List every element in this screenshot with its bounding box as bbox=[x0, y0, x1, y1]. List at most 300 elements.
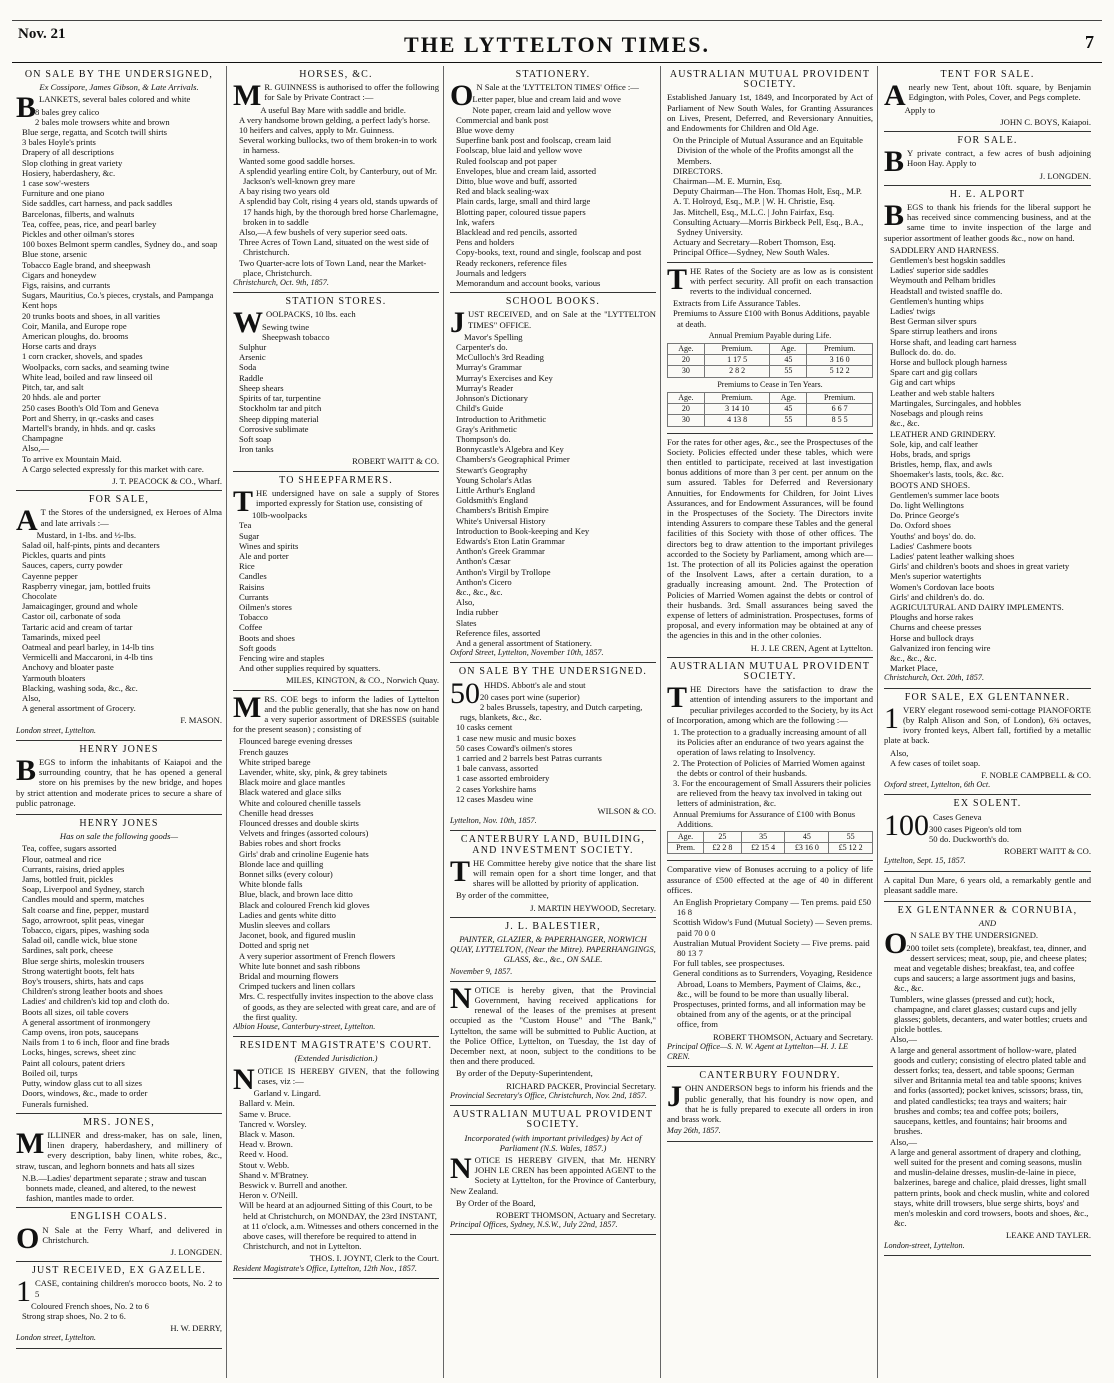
ad-item: Introduction to Arithmetic bbox=[456, 413, 547, 424]
ad-item: Australian Mutual Provident Society — Five prems. paid 80 13 7 bbox=[673, 937, 870, 959]
ad-subheading: (Extended Jurisdiction.) bbox=[294, 1053, 378, 1064]
ad-item: Shoemaker's lasts, tools, &c. &c. bbox=[890, 469, 1004, 480]
ad-item: Candles bbox=[239, 571, 267, 582]
ad-item: Several working bullocks, two of them broken-in to work in harness. bbox=[239, 135, 437, 156]
ad-item: Salad oil, half-pints, pints and decanters bbox=[22, 539, 160, 550]
ad-heading: EX GLENTANNER & CORNUBIA, bbox=[897, 905, 1078, 917]
ad-item: Coloured French shoes, No. 2 to 6 bbox=[31, 1300, 149, 1311]
ad-item: Horse carts and drays bbox=[22, 341, 97, 352]
ad-item: Strong watertight boots, felt hats bbox=[22, 965, 135, 976]
ad-item: 1 corn cracker, shovels, and spades bbox=[22, 351, 143, 362]
ad-item: Also,—A few bushels of very superior seed oats. bbox=[239, 227, 408, 238]
ad-body bbox=[884, 927, 1091, 961]
ad-item: Stout v. Webb. bbox=[239, 1159, 290, 1170]
ad-body bbox=[667, 437, 873, 641]
ad-item: By order of the Deputy-Superintendent, bbox=[456, 1068, 593, 1079]
ad-item: 2 cases Yorkshire hams bbox=[456, 783, 537, 794]
ad-item: Scottish Widow's Fund (Mutual Society) — Seven prems. paid 70 0 0 bbox=[673, 917, 873, 938]
ad-item: Girls' drab and crinoline Eugenie hats bbox=[239, 848, 369, 859]
ad-item: Muslin sleeves and collars bbox=[239, 920, 330, 931]
page-number: 7 bbox=[1085, 32, 1094, 52]
advertisement bbox=[884, 186, 1091, 689]
ad-item-list bbox=[450, 692, 656, 804]
ad-item: Blue, black, and brown lace ditto bbox=[239, 889, 353, 900]
table-cell: 55 bbox=[770, 366, 807, 377]
ad-item: Funerals furnished. bbox=[22, 1098, 89, 1109]
ad-item-list bbox=[667, 897, 873, 1030]
ad-item: Slop clothing in great variety bbox=[22, 157, 123, 168]
drop-capital: M bbox=[233, 690, 262, 724]
ad-item: Jams, bottled fruit, pickles bbox=[22, 874, 113, 885]
ad-item: White lute bonnet and sash ribbons bbox=[239, 960, 361, 971]
ad-item: Plain cards, large, small and third large bbox=[456, 196, 591, 207]
table-header-cell: Age. bbox=[668, 392, 705, 403]
ad-item-list bbox=[884, 748, 1091, 768]
advertisement bbox=[667, 263, 873, 434]
drop-number: 50 bbox=[450, 676, 480, 710]
ad-heading: FOR SALE. bbox=[957, 135, 1018, 147]
drop-capital: M bbox=[233, 79, 262, 113]
ad-item: Stockholm tar and pitch bbox=[239, 403, 322, 414]
ad-item: Boiled oil, turps bbox=[22, 1067, 78, 1078]
ad-item: Chenille head dresses bbox=[239, 807, 314, 818]
advertisement bbox=[233, 691, 439, 1038]
ad-item: Ditto, blue wove and buff, assorted bbox=[456, 176, 577, 187]
ad-item-list bbox=[233, 1088, 439, 1251]
ad-item-list bbox=[16, 843, 222, 1108]
ad-item: Bristles, hemp, flax, and awls bbox=[890, 459, 992, 470]
table-cell: 30 bbox=[668, 415, 705, 426]
ad-item-list bbox=[450, 1198, 656, 1208]
ad-place-date: Christchurch, Oct. 20th, 1857. bbox=[884, 673, 984, 683]
drop-capital: T bbox=[667, 262, 688, 296]
ad-item: White lead, boiled and raw linseed oil bbox=[22, 371, 153, 382]
ad-item: 1 carried and 2 barrels best Patras currants bbox=[456, 753, 602, 763]
drop-capital: B bbox=[16, 754, 37, 787]
advertisement bbox=[884, 132, 1091, 186]
ad-body bbox=[667, 864, 873, 895]
ad-item: Three Acres of Town Land, situated on the west side of Christchurch. bbox=[239, 237, 429, 258]
ad-item-list bbox=[884, 245, 1091, 674]
ad-place-date: Provincial Secretary's Office, Christchurch, Nov. 2nd, 1857. bbox=[450, 1090, 647, 1100]
ad-subheading: Incorporated (with important priviledges) by Act of Parliament (N.S. Wales, 1857.) bbox=[464, 1132, 642, 1153]
ad-item: Deputy Chairman—The Hon. Thomas Holt, Esq., M.P. bbox=[673, 186, 862, 197]
ad-item: 1 case assorted embroidery bbox=[456, 773, 550, 784]
ad-item: Wines and spirits bbox=[239, 540, 299, 551]
table-cell: 30 bbox=[668, 366, 705, 377]
ad-signature: F. MASON. bbox=[180, 715, 222, 726]
ad-item-list bbox=[16, 107, 222, 474]
ad-item: Superfine bank post and foolscap, cream laid bbox=[456, 135, 611, 146]
drop-capital: T bbox=[667, 681, 688, 715]
ad-body bbox=[16, 1126, 222, 1171]
ad-item: Port and Sherry, in qr.-casks and cases bbox=[22, 412, 154, 423]
advertisement bbox=[233, 66, 439, 293]
table-header-cell: Age. bbox=[668, 832, 704, 843]
ad-item: 20 trunks boots and shoes, in all varities bbox=[22, 310, 160, 321]
ad-item: Jaconet, book, and figured muslin bbox=[239, 930, 356, 941]
ad-item: McCulloch's 3rd Reading bbox=[456, 352, 544, 363]
newspaper-title: THE LYTTELTON TIMES. bbox=[404, 32, 710, 57]
ad-heading: STATIONERY. bbox=[515, 69, 591, 80]
ad-body bbox=[667, 1080, 873, 1125]
ad-item: Also, bbox=[22, 692, 41, 703]
ad-item: Foolscap, blue laid and yellow wove bbox=[456, 145, 583, 156]
ad-item: Cayenne pepper bbox=[22, 570, 78, 581]
ad-item: Nails from 1 to 6 inch, floor and fine brads bbox=[22, 1037, 170, 1048]
ad-item: Sardines, salt pork, cheese bbox=[22, 945, 113, 956]
ad-item: Anchovy and bloater paste bbox=[22, 662, 114, 673]
ad-item: Market Place, bbox=[890, 663, 938, 674]
ad-item: Gentlemen's summer lace boots bbox=[890, 489, 1000, 500]
ad-item: Pitch, tar, and salt bbox=[22, 382, 84, 393]
ad-item: Champagne bbox=[22, 433, 64, 444]
advertisement bbox=[884, 795, 1091, 871]
ad-item-list bbox=[16, 530, 222, 714]
ad-item: Babies robes and short frocks bbox=[239, 838, 341, 849]
ad-item: Blue stone, arsenic bbox=[22, 249, 88, 260]
ad-signature: F. NOBLE CAMPBELL & CO. bbox=[981, 770, 1091, 780]
ad-item: Also,— bbox=[22, 443, 49, 454]
ad-item-list bbox=[233, 736, 439, 1022]
column-5 bbox=[884, 66, 1095, 1378]
ad-item: Ploughs and horse rakes bbox=[890, 612, 974, 623]
ad-item: Boots and shoes bbox=[239, 632, 295, 643]
ad-body-text: OHN ANDERSON begs to inform his friends and the public generally, that his foundry is now open, and that he is fully prepared to execute all orders in iron and brass work. bbox=[667, 1083, 873, 1125]
ad-item: 10 casks cement bbox=[456, 722, 513, 733]
ad-item: SADDLERY AND HARNESS. bbox=[890, 244, 999, 255]
ad-body-text: Established January 1st, 1849, and Incorporated by Act of Parliament of New South Wales, for Granting Assurances on Lives, Present, Deferred, and Reversionary Annuities, and Endowments for Children and Old Age. bbox=[667, 92, 873, 134]
ad-signature: WILSON & CO. bbox=[597, 806, 656, 817]
ad-item: Boy's trousers, shirts, hats and caps bbox=[22, 976, 144, 987]
table-cell: £5 12 2 bbox=[829, 843, 873, 854]
ad-item-list bbox=[667, 727, 873, 829]
ad-item: Introduction to Book-keeping and Key bbox=[456, 525, 590, 536]
ad-item: Do. light Wellingtons bbox=[890, 499, 964, 510]
ad-body bbox=[667, 681, 873, 725]
ad-item: Strong strap shoes, No. 2 to 6. bbox=[22, 1310, 126, 1321]
ad-body bbox=[16, 754, 222, 808]
ad-item: General conditions as to Surrenders, Voyaging, Residence Abroad, Loans to Members, Payment of Claims, &c., &c., will be found to be more than usually liberal. bbox=[673, 968, 873, 999]
ad-item: 2. The Protection of Policies of Married Women against the debts or control of their husbands. bbox=[673, 757, 866, 778]
ad-item: 2 bales mole trowsers white and brown bbox=[35, 116, 170, 127]
ad-place-date: May 26th, 1857. bbox=[667, 1126, 721, 1136]
ad-body-text: ILLINER and dress-maker, has on sale, linen, linen drapery, haberdashery, and millinery of every description, baby linen, white robes, &c., straw, tuscan, and leghorn bonnets and hats all sizes bbox=[16, 1129, 222, 1171]
ad-item: Gray's Arithmetic bbox=[456, 423, 517, 434]
ad-item: BOOTS AND SHOES. bbox=[890, 479, 970, 490]
ad-signature: J. MARTIN HEYWOOD, Secretary. bbox=[530, 902, 656, 913]
ad-item-list bbox=[450, 332, 656, 648]
ad-signature: ROBERT THOMSON, Actuary and Secretary. bbox=[713, 1031, 873, 1042]
ad-body-text: For the rates for other ages, &c., see the Prospectuses of the Society. Policies effected under these tables, which were then entitled to participate, received at last investigation bonus additions of more than 3 per cent. per annum on the sum assured. Tables for Deferred and Reversionary Annuities, for Endowments for Children, for Joint Lives Assurances, and for Endowment Assurances, will be found in the Prospectuses of the Society. The Directors invite intending Assurers to compare these Tables and the general facilities of this Society with those of other offices. The directors beg to draw attention to the important privileges accorded to the Society by Parliament, among which are—1st. The protection of all its Policies against the operation of the Insolvent Laws, after a certain duration, to a gradually increasing amount. 2nd. The Protection of Policies of Married Women against the debts or control of their husbands. 3rd. Small assurances being saved the expense of letters of administration. Prospectuses, forms of proposal, and every information may be obtained at any of the agencies in this and in the other colonies. bbox=[667, 436, 873, 641]
ad-item: Spirits of tar, turpentine bbox=[239, 393, 321, 404]
ad-item: Shand v. M'Bratney. bbox=[239, 1169, 309, 1180]
ad-item: Blue serge, regatta, and Scotch twill shirts bbox=[22, 127, 167, 138]
ad-item: A large and general assortment of drapery and clothing, well suited for the present and coming seasons, muslin and muslin-delaine dresses, muslin-de-laine in piece, balzerines, barege and chalice, plaid dresses, light small pattern prints, book and check muslin, white and colored stays, white drill trowsers, blue serge shirts, boys' and men's moleskin and cord trowsers, boots and shoes, &c., &c. bbox=[890, 1146, 1090, 1229]
ad-item: Figs, raisins, and currants bbox=[22, 280, 111, 291]
ad-place-date: Principal Office—S. N. W. Agent at Lyttelton—H. J. LE CREN. bbox=[667, 1041, 849, 1062]
ad-item: White and coloured chenille tassels bbox=[239, 797, 361, 808]
advertisement bbox=[667, 658, 873, 862]
ad-item: Note paper, cream laid and yellow wove bbox=[472, 104, 612, 115]
table-row bbox=[668, 415, 873, 426]
ad-item: Edwards's Eton Latin Grammar bbox=[456, 535, 565, 546]
drop-capital: B bbox=[884, 199, 905, 233]
ad-body-text: HE undersigned have on sale a supply of Stores imported expressly for Station use, consisting of bbox=[256, 487, 439, 508]
table-cell: 4 13 8 bbox=[704, 415, 770, 426]
ad-item: For full tables, see prospectuses. bbox=[673, 958, 785, 969]
table-cell: 45 bbox=[770, 355, 807, 366]
ad-item: Martell's brandy, in hhds. and qr. casks bbox=[22, 422, 156, 433]
ad-heading: HENRY JONES bbox=[79, 818, 159, 830]
ad-subheading: Has on sale the following goods— bbox=[59, 831, 179, 842]
ad-item: Black watered and glace silks bbox=[239, 787, 342, 798]
ad-heading: TO SHEEPFARMERS. bbox=[279, 474, 393, 486]
ad-item: Best German silver spurs bbox=[890, 316, 977, 327]
ad-item: Putty, window glass cut to all sizes bbox=[22, 1078, 142, 1089]
ad-item: Sheepwash tobacco bbox=[262, 331, 330, 342]
table-header-cell: 55 bbox=[829, 832, 873, 843]
table-cell: 45 bbox=[770, 404, 807, 415]
ad-item: Sewing twine bbox=[262, 321, 310, 332]
ad-item: Journals and ledgers bbox=[456, 267, 527, 278]
ad-body-text: Cases Geneva bbox=[933, 811, 982, 822]
ad-body bbox=[884, 701, 1091, 746]
ad-item: Horse and bullock plough harness bbox=[890, 357, 1007, 368]
ad-item: 20 cases port wine (superior) bbox=[480, 691, 580, 702]
ad-item: Ladies' patent leather walking shoes bbox=[890, 550, 1015, 561]
ad-body-text: OOLPACKS, 10 lbs. each bbox=[266, 309, 356, 320]
advertisement bbox=[233, 293, 439, 471]
ad-signature: J. LONGDEN. bbox=[170, 1246, 222, 1257]
ad-item: Soda bbox=[239, 362, 257, 373]
ad-item: Garland v. Lingard. bbox=[253, 1088, 321, 1099]
ad-item: Tobacco Eagle brand, and sheepwash bbox=[22, 259, 151, 270]
table-caption: Premiums to Cease in Ten Years. bbox=[717, 379, 823, 389]
table-cell: 20 bbox=[668, 404, 705, 415]
ad-signature: ROBERT THOMSON, Actuary and Secretary. bbox=[496, 1209, 656, 1220]
ad-body-text: EGS to inform the inhabitants of Kaiapoi and the surrounding country, that he has opened a general store on his premises by the new bridge, and hopes by strict attention and moderate prices to secure a share of public patronage. bbox=[16, 757, 222, 808]
ad-item: Same v. Bruce. bbox=[239, 1108, 291, 1119]
ad-place-date: November 9, 1857. bbox=[450, 966, 513, 976]
ad-item: A general assortment of ironmongery bbox=[22, 1016, 151, 1027]
ad-item: Murray's Grammar bbox=[456, 362, 522, 373]
drop-capital: T bbox=[450, 854, 471, 888]
ad-item: Apply to bbox=[904, 104, 935, 115]
ad-item: Side saddles, cart harness, and pack saddles bbox=[22, 198, 173, 209]
ad-item: White blonde falls bbox=[239, 879, 303, 890]
ad-item: Anthon's Cæsar bbox=[456, 556, 511, 567]
ad-body bbox=[884, 199, 1091, 243]
premium-table-block bbox=[667, 331, 873, 378]
column-2 bbox=[233, 66, 444, 1378]
ad-item: Principal Office—Sydney, New South Wales. bbox=[673, 247, 830, 258]
ad-item: Mustard, in 1-lbs. and ½-lbs. bbox=[36, 529, 136, 540]
ad-item: Coir, Manila, and Europe rope bbox=[22, 320, 127, 331]
ad-item: Tobacco bbox=[239, 612, 268, 623]
ad-item: Ready reckoners, reference files bbox=[456, 257, 567, 268]
ad-item: Bonnet silks (every colour) bbox=[239, 869, 333, 880]
ad-item: Carpenter's do. bbox=[456, 342, 508, 353]
ad-item: Bridal and mourning flowers bbox=[239, 971, 339, 982]
ad-item: Ruled foolscap and pot paper bbox=[456, 155, 557, 166]
ad-item: Horse shaft, and leading cart harness bbox=[890, 336, 1017, 347]
ad-item: Hosiery, haberdashery, &c. bbox=[22, 167, 116, 178]
ad-item: 200 toilet sets (complete), breakfast, tea, dinner, and dessert services; meat, soup, pie, and cheese plates; meat and vegetable dishes; breakfast, tea, and coffee cups and saucers; a large assortment jugs and basins, &c., &c. bbox=[894, 942, 1087, 994]
advertisement bbox=[884, 902, 1091, 1256]
ad-item: Consulting Actuary—Morris Birkbeck Pell, Esq., B.A., Sydney University. bbox=[673, 216, 864, 238]
ad-item: Two Quarter-acre lots of Town Land, near the Market-place, Christchurch. bbox=[239, 257, 427, 278]
ad-body-text: Y private contract, a few acres of bush adjoining Hoon Hay. Apply to bbox=[907, 148, 1091, 169]
ad-item: Spare cart and gig collars bbox=[890, 367, 978, 378]
ad-item: Spare stirrup leathers and irons bbox=[890, 326, 997, 337]
ad-item: A very handsome brown gelding, a perfect lady's horse. bbox=[239, 114, 431, 125]
ad-item: Kent hops bbox=[22, 300, 58, 311]
ad-item: Ladies' Cashmere boots bbox=[890, 540, 972, 551]
ad-item: Bonnycastle's Algebra and Key bbox=[456, 444, 564, 455]
ad-item: Sheep dipping material bbox=[239, 413, 319, 424]
ad-item: Black and coloured French kid gloves bbox=[239, 899, 370, 910]
column-3 bbox=[450, 66, 661, 1378]
ad-item: Velvets and fringes (assorted colours) bbox=[239, 828, 369, 839]
ad-item: LEATHER AND GRINDERY. bbox=[890, 428, 996, 439]
ad-item: A splendid yearling entire Colt, by Canterbury, out of Mr. Jackson's well-known grey mare bbox=[239, 165, 438, 187]
ad-item: Tartaric acid and cream of tartar bbox=[22, 621, 133, 632]
ad-heading: FOR SALE, EX GLENTANNER. bbox=[904, 691, 1071, 703]
ad-item: Barcelonas, filberts, and walnuts bbox=[22, 208, 135, 219]
ad-item: Blacklead and red pencils, assorted bbox=[456, 227, 577, 238]
ad-item: Will be heard at an adjourned Sitting of this Court, to be held at Christchurch, on MONDAY, the 23rd INSTANT, at 11 o'clock, a.m. Witnesses and others concerned in the above cases, will therefore be required to attend in Christchurch, and not in Lyttelton. bbox=[239, 1200, 439, 1252]
advertisement bbox=[884, 872, 1091, 902]
ad-item: 12 cases Masdeu wine bbox=[456, 793, 534, 804]
ad-item: Mavor's Spelling bbox=[464, 331, 523, 342]
ad-item-list bbox=[233, 105, 439, 278]
table-header-cell: 35 bbox=[741, 832, 785, 843]
ad-item-list bbox=[884, 943, 1091, 1229]
ad-item: Leather and web stable halters bbox=[890, 387, 995, 398]
ad-item: Also,— bbox=[890, 1136, 917, 1147]
table-cell: 2 8 2 bbox=[704, 366, 770, 377]
ad-item: Beswick v. Burrell and another. bbox=[239, 1179, 348, 1190]
ad-item: Yarmouth bloaters bbox=[22, 672, 86, 683]
ad-item: Chambers's British Empire bbox=[456, 505, 549, 516]
table-cell: 3 16 0 bbox=[807, 355, 873, 366]
ad-item: Extracts from Life Assurance Tables. bbox=[673, 298, 801, 309]
ad-item: Goldsmith's England bbox=[456, 495, 528, 506]
ad-body-text: OTICE is hereby given, that the Provincial Government, having received applications for renewal of the leases of the premises at present occupied as the "Custom House" and "The Bank," Lyttelton, the same will be submitted to Public Auction, at the Police Office, Lyttelton, on Tuesday, the 1st day of December next, at noon, subject to the conditions to be then and there produced. bbox=[450, 984, 656, 1067]
ad-place-date: Albion House, Canterbury-street, Lyttelton. bbox=[233, 1022, 376, 1032]
ad-item: N.B.—Ladies' department separate ; straw and tuscan bonnets made, cleaned, and altered, to the newest fashion, mantles made to order. bbox=[22, 1172, 207, 1204]
ad-signature: RICHARD PACKER, Provincial Secretary. bbox=[506, 1080, 656, 1091]
ad-body-text: A capital Dun Mare, 6 years old, a remarkably gentle and pleasant saddle mare. bbox=[884, 874, 1091, 895]
ad-item: India rubber bbox=[456, 607, 499, 618]
ad-item: Wanted some good saddle horses. bbox=[239, 155, 356, 166]
ad-place-date: Christchurch, Oct. 9th, 1857. bbox=[233, 278, 329, 288]
ad-heading: CANTERBURY FOUNDRY. bbox=[699, 1070, 841, 1082]
ad-item: Also, bbox=[890, 747, 909, 758]
ad-item: Tumblers, wine glasses (pressed and cut); hock, champagne, and claret glasses; custard cups and jelly glasses; goblets, decanters, and water bottles; cruets and pickle bottles. bbox=[890, 993, 1088, 1035]
table-header-cell: Age. bbox=[668, 344, 705, 355]
ad-signature: JOHN C. BOYS, Kaiapoi. bbox=[1000, 116, 1091, 127]
ad-place-date: Lyttelton, Nov. 10th, 1857. bbox=[450, 816, 537, 826]
ad-heading: HENRY JONES bbox=[79, 743, 159, 755]
ad-item: A large and general assortment of hollow-ware, plated goods and cutlery; consisting of electro plated table and dessert forks; tea, dessert, and table spoons; German silver and Britannia metal tea and table spoons; knives and forks (assorted); pocket knives, scissors; brass, tin, and plated candlesticks; tea trays and waiters; hair brushes and combs; tea and coffee pots; boilers, saucepans, kettles, and fountains; hair brooms and brushes. bbox=[890, 1044, 1086, 1137]
ad-item: Soft soap bbox=[239, 433, 272, 444]
ad-item: Soap, Liverpool and Sydney, starch bbox=[22, 884, 145, 895]
ad-item: Women's Cordovan lace boots bbox=[890, 581, 995, 592]
ad-item: Reference files, assorted bbox=[456, 627, 541, 638]
ad-item: Black v. Mason. bbox=[239, 1128, 295, 1139]
ad-signature: ROBERT WAITT & CO. bbox=[352, 456, 439, 467]
ad-item-list bbox=[233, 510, 439, 673]
drop-capital: B bbox=[884, 145, 905, 179]
ad-item: Blue wove demy bbox=[456, 125, 515, 136]
ad-place-date: London street, Lyttelton. bbox=[16, 725, 96, 735]
drop-number: 1 bbox=[16, 1275, 31, 1309]
ad-body-text: nearly new Tent, about 10ft. square, by Benjamin Edgington, with Poles, Cover, and Pegs complete. bbox=[908, 82, 1091, 103]
ad-heading: J. L. BALESTIER, bbox=[505, 920, 601, 932]
ad-body bbox=[884, 875, 1091, 895]
ad-signature: THOS. I. JOYNT, Clerk to the Court. bbox=[309, 1253, 439, 1264]
ad-item: Boots all sizes, oil table covers bbox=[22, 1006, 129, 1017]
ad-item-list bbox=[16, 1173, 222, 1204]
table-cell: 8 5 5 bbox=[807, 415, 873, 426]
ad-item: Thompson's do. bbox=[456, 433, 511, 444]
ad-item: An English Proprietary Company — Ten prems. paid £50 16 8 bbox=[673, 897, 872, 918]
ad-item: And a general assortment of Stationery. bbox=[456, 637, 592, 648]
ad-item: Tobacco, cigars, pipes, washing soda bbox=[22, 925, 150, 936]
ad-item: Ladies' superior side saddles bbox=[890, 265, 989, 276]
ad-item: Blotting paper, coloured tissue papers bbox=[456, 206, 586, 217]
ad-item: AGRICULTURAL AND DAIRY IMPLEMENTS. bbox=[890, 601, 1064, 612]
drop-capital: N bbox=[233, 1062, 255, 1096]
ad-item: Prospectuses, printed forms, and all information may be obtained from any of the agents, or at the principal office, from bbox=[673, 999, 866, 1030]
ad-body-text: R. GUINNESS is authorised to offer the following for Sale by Private Contract :— bbox=[264, 82, 439, 103]
ad-body-text: HE Committee hereby give notice that the share list will remain open for a short time longer, and that shares will be allotted by priority of application. bbox=[473, 857, 656, 889]
table-header-cell: 25 bbox=[704, 832, 742, 843]
ad-item: White striped barege bbox=[239, 756, 311, 767]
ad-item: Raspberry vinegar, jam, bottled fruits bbox=[22, 580, 151, 591]
table-header-cell: Age. bbox=[770, 392, 807, 403]
table-cell: Prem. bbox=[668, 843, 704, 854]
ad-item-list bbox=[450, 1068, 656, 1078]
advertisement bbox=[233, 1037, 439, 1278]
ad-signature: LEAKE AND TAYLER. bbox=[1005, 1230, 1091, 1241]
ad-place-date: Principal Offices, Sydney, N.S.W., July 22nd, 1857. bbox=[450, 1220, 618, 1230]
ad-item: Jamaicaginger, ground and whole bbox=[22, 601, 138, 612]
ad-item: Gentlemen's hunting whips bbox=[890, 295, 984, 306]
ad-body-text: Comparative view of Bonuses accruing to a policy of life assurance of £500 effected at the age of 40 in different offices. bbox=[667, 864, 873, 895]
ad-body bbox=[450, 1151, 656, 1196]
ad-item: Ladies' twigs bbox=[890, 306, 936, 317]
ad-item: Sago, arrowroot, split peas, vinegar bbox=[22, 914, 144, 925]
ad-place-date: Resident Magistrate's Office, Lyttelton, 12th Nov., 1857. bbox=[233, 1263, 417, 1273]
advertisement bbox=[16, 1262, 222, 1348]
ad-item: 50 cases Coward's oilmen's stores bbox=[456, 742, 573, 753]
ad-signature: ROBERT WAITT & CO. bbox=[1004, 846, 1091, 857]
ad-signature: J. T. PEACOCK & CO., Wharf. bbox=[112, 475, 222, 486]
ad-item: French gauzes bbox=[239, 746, 289, 757]
ad-signature: H. J. LE CREN, Agent at Lyttelton. bbox=[750, 642, 873, 653]
advertisement bbox=[667, 434, 873, 658]
advertisement bbox=[233, 472, 439, 691]
ad-body bbox=[450, 981, 656, 1067]
drop-capital: B bbox=[16, 91, 37, 125]
drop-capital: O bbox=[16, 1221, 40, 1255]
ad-item: Oilmen's stores bbox=[239, 601, 292, 612]
ad-item: Locks, hinges, screws, sheet zinc bbox=[22, 1047, 136, 1058]
advertisement bbox=[884, 689, 1091, 796]
